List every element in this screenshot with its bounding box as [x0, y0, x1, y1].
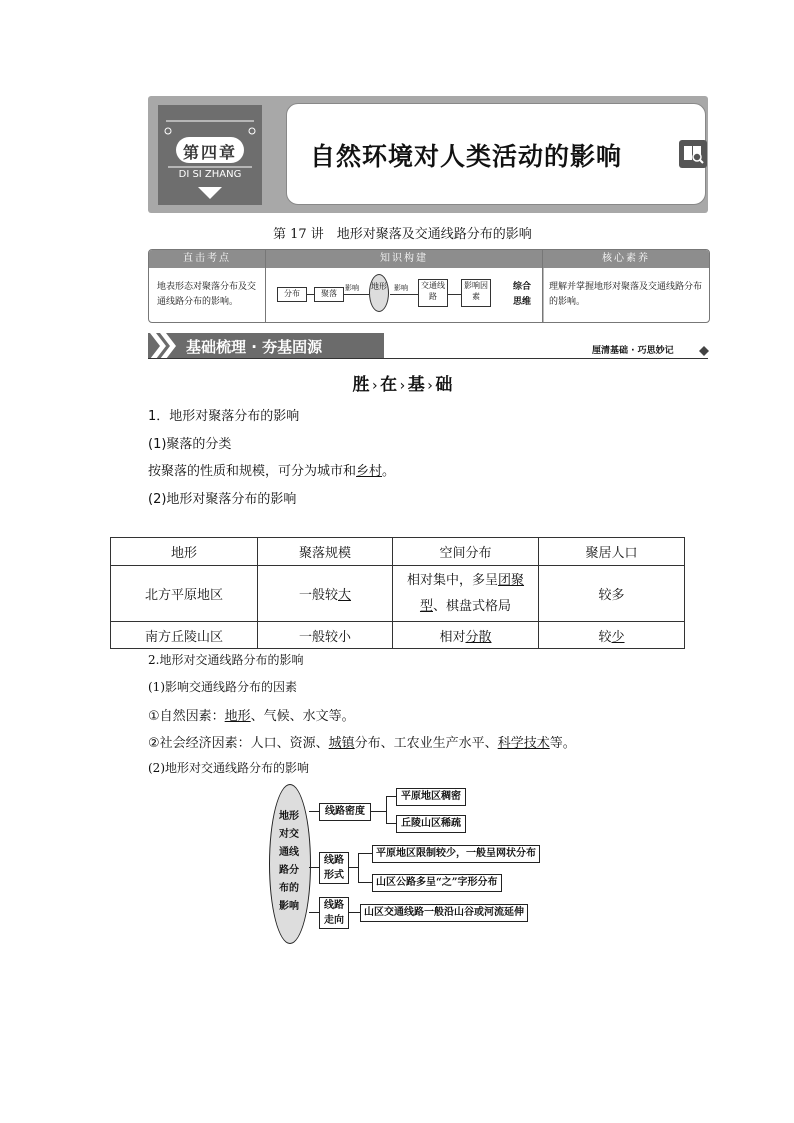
flow-dixing: 地形 [369, 274, 389, 312]
overview-header-kaodian: 直击考点 [149, 250, 265, 268]
text: 相对集中，多呈 [406, 572, 498, 588]
connector [386, 796, 387, 824]
chapter-badge [158, 105, 262, 205]
chevron-icon: › [399, 378, 406, 394]
connector [370, 811, 386, 812]
heading-2-1: (1)影响交通线路分布的因素 [148, 680, 297, 694]
answer-text: 乡村 [356, 464, 383, 479]
table-cell [258, 622, 393, 649]
leaf-text: 山区公路多呈“之”字形分布 [372, 874, 502, 892]
connector [348, 867, 358, 868]
flow-jiaotong: 交通线路 [418, 279, 448, 307]
chevron-icon: › [372, 378, 378, 394]
answer-text: 分散 [465, 629, 492, 645]
answer-text: 大 [338, 588, 352, 603]
chevron-icon: › [427, 378, 433, 394]
answer-text: 城镇 [328, 736, 355, 751]
text: 分布、工农业生产水平、 [354, 736, 498, 751]
answer-text: 团聚 [498, 572, 525, 588]
connector [386, 796, 396, 797]
flow-yingxiang-left: 影响 [345, 284, 359, 292]
table-header: 空间分布 [393, 538, 539, 566]
flow-fenbu: 分布 [277, 287, 307, 302]
mindmap-root: 地形对交通线路分布的影响 [279, 811, 299, 912]
connector [348, 912, 360, 913]
suyang-label: 综合思维 [513, 282, 532, 307]
kaodian-text: 地表形态对聚落分布及交通线路分布的影响。 [157, 282, 257, 307]
flow-connector [447, 294, 461, 295]
overview-header-zhishi: 知识构建 [266, 250, 542, 268]
paragraph-1 [148, 460, 395, 479]
heading-1: 1．地形对聚落分布的影响 [148, 409, 300, 424]
flow-juluo: 聚落 [314, 287, 344, 302]
leaf-text: 山区交通线路一般沿山谷或河流延伸 [360, 904, 528, 922]
table-cell [258, 566, 393, 622]
connector [309, 912, 319, 913]
table-row [111, 566, 685, 622]
chapter-pinyin: DI SI ZHANG [178, 169, 242, 180]
text: 相对 [439, 629, 466, 645]
text: 一般较 [298, 588, 338, 603]
table-header: 聚居人口 [539, 538, 685, 566]
suyang-text: 理解并掌握地形对聚落及交通线路分布的影响。 [549, 282, 703, 307]
chapter-number: 第四章 [182, 143, 237, 162]
flow-arrow [390, 294, 418, 295]
leaf-text: 丘陵山区稀疏 [396, 815, 466, 833]
connector [309, 811, 319, 812]
terrain-settlement-table [110, 537, 685, 649]
flow-yinsu: 影响因素 [461, 279, 491, 307]
table-header-row [111, 538, 685, 566]
diamond-icon [699, 346, 709, 356]
table-cell: 南方丘陵山区 [111, 622, 258, 649]
chevron-icon [148, 333, 178, 359]
flow-arrow [343, 294, 369, 295]
table-cell [393, 622, 539, 649]
divider [543, 268, 544, 322]
flow-yingxiang-right: 影响 [394, 284, 408, 292]
connector [309, 867, 319, 868]
connector [386, 823, 396, 824]
banner-char: 胜 [352, 375, 370, 395]
heading-1-1: (1)聚落的分类 [148, 437, 232, 452]
leaf-text: 平原地区限制较少，一般呈网状分布 [372, 845, 540, 863]
chapter-title: 自然环境对人类活动的影响 [310, 142, 623, 171]
banner-char: 基 [407, 375, 425, 395]
section-strip-note: 厘清基础 · 巧思妙记 [592, 346, 674, 356]
text: 多 [611, 588, 625, 603]
text: ①自然因素： [148, 709, 225, 724]
text: 一般较 [298, 629, 338, 645]
section-underline [148, 358, 708, 359]
text: 。 [382, 464, 396, 479]
book-search-icon [679, 140, 707, 168]
table-row [111, 622, 685, 649]
answer-text: 地形 [224, 709, 251, 724]
text: 、棋盘式格局 [433, 598, 512, 614]
branch-density: 线路密度 [319, 803, 371, 821]
banner-char: 础 [435, 375, 453, 395]
text: 、气候、水文等。 [250, 709, 355, 724]
connector [358, 853, 372, 854]
section-banner [350, 373, 455, 397]
branch-form: 线路形式 [319, 852, 349, 884]
table-cell [393, 566, 539, 622]
branch-direction: 线路走向 [319, 897, 349, 929]
table-cell [539, 566, 685, 622]
text: 按聚落的性质和规模，可分为城市和 [148, 464, 357, 479]
divider [265, 250, 266, 322]
answer-text: 型 [419, 598, 433, 614]
table-header: 聚落规模 [258, 538, 393, 566]
lesson-title: 第 17 讲 地形对聚落及交通线路分布的影响 [273, 227, 532, 242]
text: 较 [598, 588, 612, 603]
overview-table [148, 249, 710, 323]
heading-1-2: (2)地形对聚落分布的影响 [148, 492, 297, 507]
flow-connector [306, 294, 314, 295]
table-header: 地形 [111, 538, 258, 566]
answer-text: 科学技术 [497, 736, 550, 751]
text: 等。 [549, 736, 576, 751]
leaf-text: 平原地区稠密 [396, 788, 466, 806]
answer-text: 少 [611, 629, 625, 645]
section-strip-title: 基础梳理 · 夯基固源 [186, 338, 323, 356]
paragraph-3 [148, 732, 576, 751]
text: 较 [598, 629, 612, 645]
overview-header-suyang: 核心素养 [543, 250, 709, 268]
heading-2-2: (2)地形对交通线路分布的影响 [148, 761, 309, 775]
heading-2: 2.地形对交通线路分布的影响 [148, 653, 304, 667]
table-cell: 北方平原地区 [111, 566, 258, 622]
text: ②社会经济因素：人口、资源、 [148, 736, 329, 751]
table-cell [539, 622, 685, 649]
banner-char: 在 [380, 375, 398, 395]
connector [358, 882, 372, 883]
paragraph-2 [148, 705, 355, 724]
text: 小 [338, 629, 352, 645]
connector [358, 853, 359, 883]
